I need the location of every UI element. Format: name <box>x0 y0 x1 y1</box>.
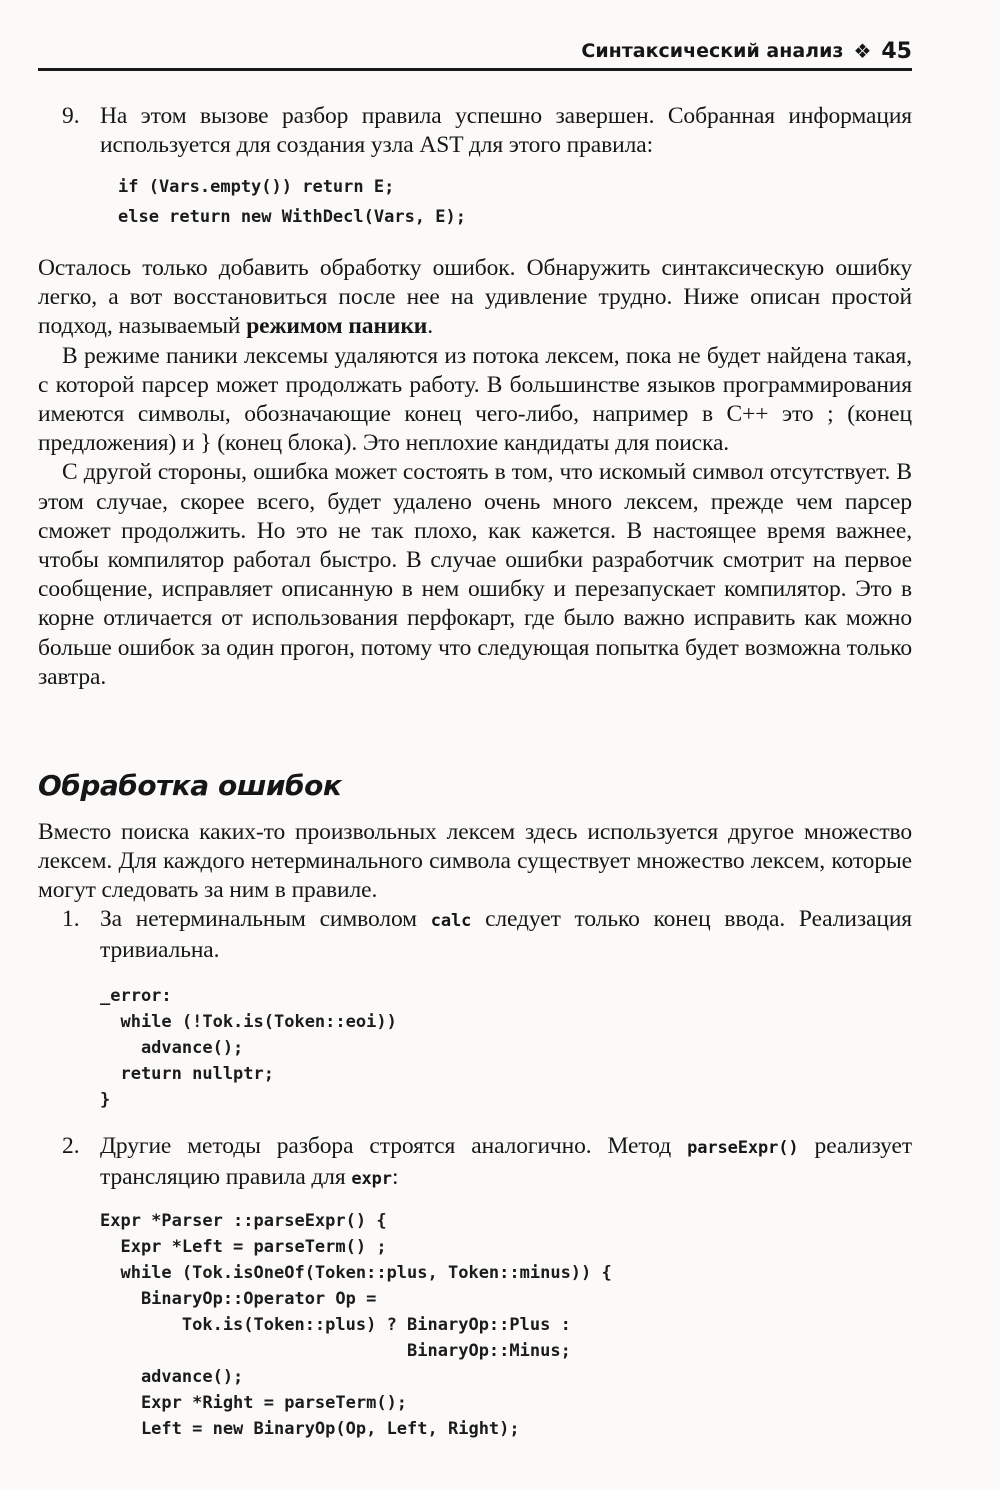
list-item-9 <box>38 102 912 160</box>
header-title: Синтаксический анализ <box>581 40 844 62</box>
list-item-text: Другие методы разбора строятся аналогично. Метод parseExpr() реализует трансляцию правила для expr: <box>100 1133 912 1191</box>
section-intro-block <box>38 818 912 906</box>
paragraph-missing-symbol: С другой стороны, ошибка может состоять в том, что искомый символ отсутствует. В этом случае, скорее всего, будет удалено очень много лексем, прежде чем парсер сможет продолжить. Но это не так плохо, как кажется. В настоящее время важнее, чтобы компилятор работал быстро. В случае ошибки разработчик смотрит на первое сообщение, исправляет описанную в нем ошибку и перезапускает компилятор. Это в корне отличается от использования перфокарт, где было важно исправить как можно больше ошибок за один прогон, потому что следующая попытка будет возможна только завтра. <box>38 459 912 690</box>
code-block-error: _error: while (!Tok.is(Token::eoi)) advance(); return nullptr; } <box>100 986 397 1110</box>
list-number: 9. <box>62 103 80 129</box>
text-block <box>38 254 912 692</box>
list-item-2 <box>38 1132 912 1194</box>
running-header <box>38 34 912 71</box>
list-number: 1. <box>62 906 80 932</box>
paragraph-end: . <box>427 313 433 340</box>
list-number: 2. <box>62 1133 80 1159</box>
section-heading: Обработка ошибок <box>38 769 342 802</box>
inline-code: calc <box>430 911 472 931</box>
inline-code: parseExpr() <box>687 1138 799 1158</box>
code-block-parse-expr: Expr *Parser ::parseExpr() { Expr *Left = parseTerm() ; while (Tok.isOneOf(Token::plus, Token::minus)) { BinaryOp::Operator Op = Tok.is(Token::plus) ? BinaryOp::Plus : BinaryOp::Minus; advance(); Expr *Right = parseTerm(); Left = new BinaryOp(Op, Left, Right); <box>100 1211 612 1439</box>
list-item-text: За нетерминальным символом calc следует только конец ввода. Реализация тривиальна. <box>100 906 912 964</box>
list-item-1 <box>38 905 912 965</box>
bold-term: режимом паники <box>246 313 428 340</box>
paragraph-panic-mode: В режиме паники лексемы удаляются из потока лексем, пока не будет найдена такая, с которой парсер может продолжать работу. В большинстве языков программирования имеются символы, обозначающие конец чего-либо, например в C++ это ; (конец предложения) и } (конец блока). Это неплохие кандидаты для поиска. <box>38 342 912 457</box>
code-block-return: if (Vars.empty()) return E; else return new WithDecl(Vars, E); <box>118 177 466 227</box>
paragraph-panic-intro <box>38 254 912 342</box>
paragraph-text: Осталось только добавить обработку ошибок. Обнаружить синтаксическую ошибку легко, а вот восстановиться после нее на удивление трудно. Ниже описан простой подход, называемый <box>38 255 912 340</box>
list-item-text: На этом вызове разбор правила успешно завершен. Собранная информация используется для создания узла AST для этого правила: <box>100 103 912 159</box>
inline-code: expr <box>351 1169 392 1190</box>
diamond-ornament-icon: ❖ <box>853 39 872 63</box>
page-number: 45 <box>881 38 912 64</box>
section-intro: Вместо поиска каких-то произвольных лексем здесь используется другое множество лексем. Для каждого нетерминального символа существует множество лексем, которые могут следовать за ним в правиле. <box>38 819 912 904</box>
